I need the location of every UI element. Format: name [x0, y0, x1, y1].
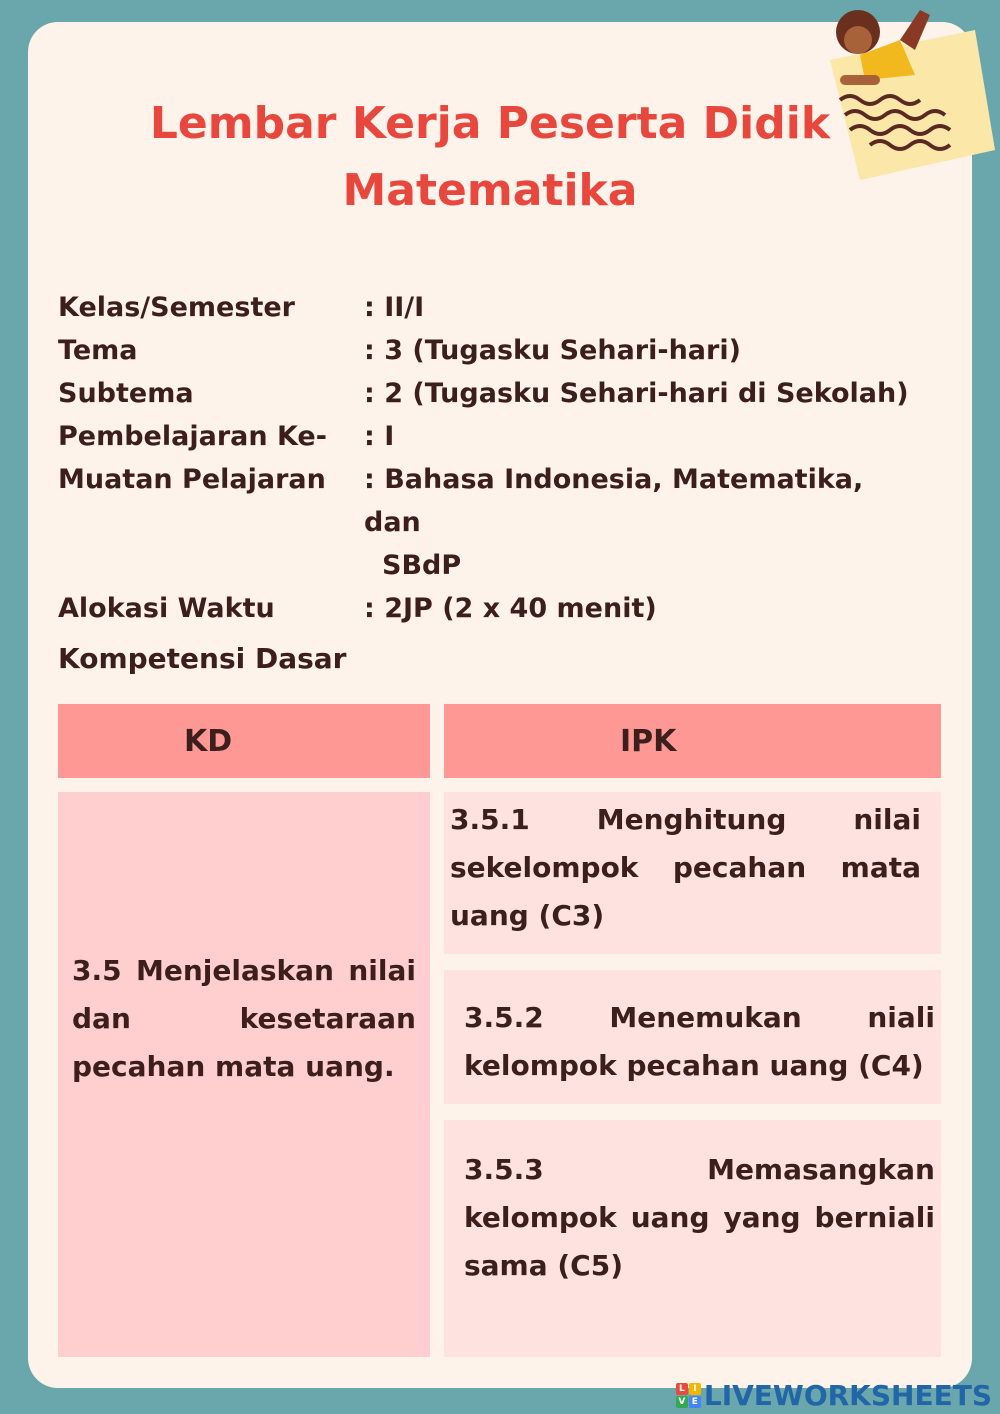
- info-row-alokasi: [58, 587, 924, 630]
- page-title: Lembar Kerja Peserta Didik: [149, 98, 831, 149]
- ipk-cell-2: [444, 970, 941, 1104]
- ipk-text: 3.5.1 Menghitung nilai sekelompok pecahan mata uang (C3): [450, 803, 921, 932]
- info-label: Pembelajaran Ke-: [58, 421, 327, 452]
- info-label: Subtema: [58, 378, 194, 409]
- subject-title: Matematika: [342, 165, 638, 216]
- kd-text: 3.5 Menjelaskan nilai dan kesetaraan pecahan mata uang.: [72, 954, 416, 1083]
- info-value: : 2JP (2 x 40 menit): [364, 593, 657, 624]
- info-row-muatan: [58, 458, 924, 587]
- info-value: : 2 (Tugasku Sehari-hari di Sekolah): [364, 378, 909, 409]
- info-row-tema: [58, 329, 924, 372]
- liveworksheets-watermark: [676, 1379, 992, 1412]
- info-row-kelas: [58, 286, 924, 329]
- info-row-pembelajaran: [58, 415, 924, 458]
- info-label: Kelas/Semester: [58, 292, 295, 323]
- info-value-line: : Bahasa Indonesia, Matematika, dan: [364, 464, 864, 538]
- info-value: [364, 458, 924, 587]
- info-value-line: SBdP: [382, 550, 462, 581]
- info-label: Tema: [58, 335, 138, 366]
- table-header-kd: KD: [58, 704, 430, 778]
- table-header-ipk: IPK: [444, 704, 941, 778]
- info-value: : 3 (Tugasku Sehari-hari): [364, 335, 741, 366]
- info-row-subtema: [58, 372, 924, 415]
- kd-cell: [58, 792, 430, 1357]
- info-label: Alokasi Waktu: [58, 593, 275, 624]
- info-value: : II/I: [364, 292, 425, 323]
- info-block: [58, 286, 924, 630]
- liveworksheets-logo-icon: L I V E: [676, 1383, 701, 1408]
- ipk-cell-3: [444, 1120, 941, 1357]
- kompetensi-heading: Kompetensi Dasar: [58, 642, 347, 675]
- ipk-text: 3.5.3 Memasangkan kelompok uang yang berniali sama (C5): [464, 1153, 935, 1282]
- info-label: Muatan Pelajaran: [58, 464, 326, 495]
- ipk-cell-1: [444, 792, 941, 954]
- watermark-text: LIVEWORKSHEETS: [703, 1379, 992, 1412]
- child-writing-illustration: [800, 0, 1000, 190]
- info-value: : I: [364, 421, 395, 452]
- ipk-text: 3.5.2 Menemukan niali kelompok pecahan uang (C4): [464, 1001, 935, 1082]
